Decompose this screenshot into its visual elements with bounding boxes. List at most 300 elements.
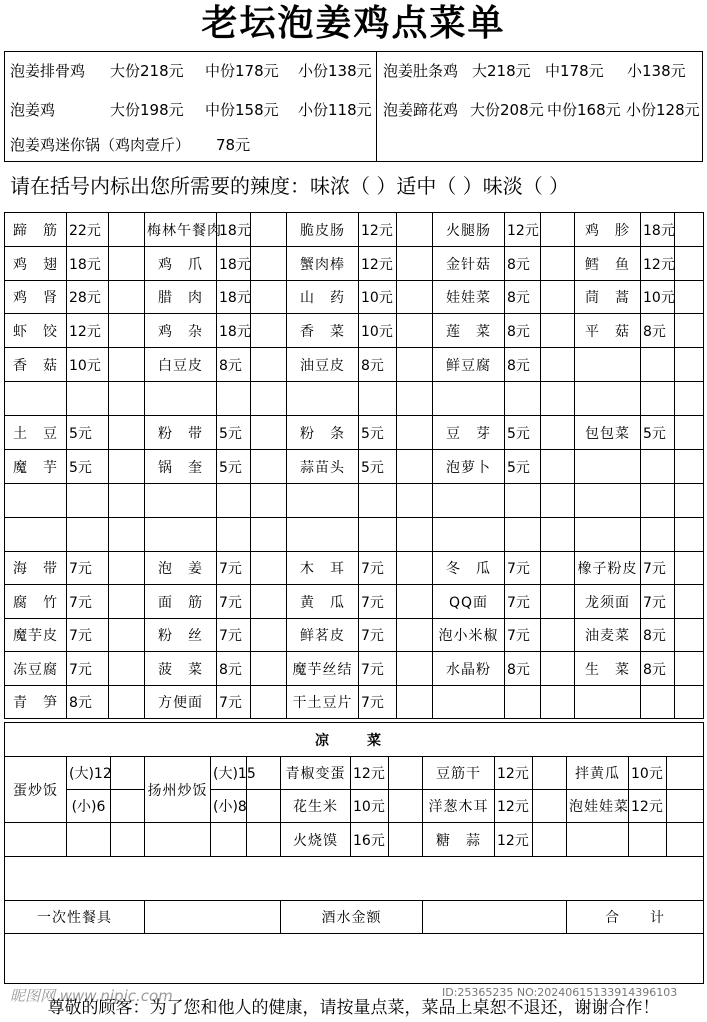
menu-title: 老坛泡姜鸡点菜单 (201, 2, 506, 44)
dish-price (629, 823, 667, 857)
dish-price: 5元 (67, 450, 109, 484)
dish-name: 油豆皮 (287, 348, 359, 382)
dish-price (641, 348, 675, 382)
table-row (5, 552, 704, 585)
order-qty-cell[interactable] (541, 416, 575, 450)
order-qty-cell[interactable] (251, 552, 287, 585)
dish-price (641, 382, 675, 416)
dish-name: 泡 姜 (145, 552, 217, 585)
order-qty-cell[interactable] (251, 484, 287, 518)
dish-price: 8元 (641, 652, 675, 686)
order-qty-cell[interactable] (109, 416, 145, 450)
sig-price-medium: 中份168元 (547, 101, 621, 119)
cold-dish-grid (4, 722, 704, 984)
dish-price (641, 484, 675, 518)
dish-name (433, 484, 505, 518)
order-qty-cell[interactable] (675, 213, 704, 247)
dish-price: 12元 (351, 757, 389, 790)
order-qty-cell[interactable] (109, 686, 145, 719)
order-qty-cell[interactable] (251, 314, 287, 348)
dish-name (5, 518, 67, 552)
order-qty-cell[interactable] (251, 585, 287, 619)
dish-price: 12元 (641, 247, 675, 281)
dish-price (217, 484, 251, 518)
dish-name: 粉 带 (145, 416, 217, 450)
watermark-id: ID:25365235 NO:20240615133914396103 (442, 986, 678, 999)
dish-name: 腊 肉 (145, 281, 217, 314)
dish-price: 10元 (359, 314, 397, 348)
dish-name: 面 筋 (145, 585, 217, 619)
dish-price: 7元 (641, 585, 675, 619)
dish-price: 22元 (67, 213, 109, 247)
signature-divider (376, 51, 377, 162)
sig-name: 泡姜肚条鸡 (383, 62, 459, 80)
dish-price: 12元 (359, 213, 397, 247)
order-qty-cell[interactable] (109, 213, 145, 247)
dish-price: 18元 (217, 247, 251, 281)
dish-name: 鸡 肾 (5, 281, 67, 314)
order-qty-cell[interactable] (111, 823, 145, 857)
dish-price: 12元 (67, 314, 109, 348)
dish-name: 粉 丝 (145, 619, 217, 652)
dish-price (67, 518, 109, 552)
order-qty-cell[interactable] (397, 416, 433, 450)
order-qty-cell[interactable] (389, 757, 423, 790)
table-row (5, 484, 704, 518)
dish-name: 洋葱木耳 (423, 790, 495, 823)
order-qty-cell[interactable] (109, 585, 145, 619)
dish-price (217, 518, 251, 552)
dish-price: 5元 (505, 416, 541, 450)
order-qty-cell[interactable] (251, 518, 287, 552)
order-qty-cell[interactable] (109, 518, 145, 552)
dish-name: 包包菜 (575, 416, 641, 450)
order-qty-cell[interactable] (675, 416, 704, 450)
order-qty-cell[interactable] (533, 823, 567, 857)
table-row (5, 450, 704, 484)
dish-name: 鲜茗皮 (287, 619, 359, 652)
order-qty-cell[interactable] (111, 790, 145, 823)
dish-price: 8元 (505, 652, 541, 686)
dish-name: 木 耳 (287, 552, 359, 585)
order-qty-cell[interactable] (397, 585, 433, 619)
order-qty-cell[interactable] (109, 382, 145, 416)
cold-section-title: 凉 菜 (5, 723, 704, 757)
order-qty-cell[interactable] (111, 757, 145, 790)
table-row (5, 382, 704, 416)
order-qty-cell[interactable] (675, 518, 704, 552)
dish-price (217, 382, 251, 416)
order-qty-cell[interactable] (533, 757, 567, 790)
dish-name: 青 笋 (5, 686, 67, 719)
dish-name (575, 518, 641, 552)
dish-price: 8元 (217, 652, 251, 686)
order-qty-cell[interactable] (397, 484, 433, 518)
dish-name: 海 带 (5, 552, 67, 585)
order-qty-cell[interactable] (251, 450, 287, 484)
dish-price: 8元 (67, 686, 109, 719)
dish-name: 拌黄瓜 (567, 757, 629, 790)
dish-name: 山 药 (287, 281, 359, 314)
fried-rice-large: (大)15 (211, 757, 247, 790)
order-qty-cell[interactable] (251, 382, 287, 416)
order-qty-cell[interactable] (109, 619, 145, 652)
dish-name: 香 菜 (287, 314, 359, 348)
dish-name (433, 382, 505, 416)
order-qty-cell[interactable] (109, 484, 145, 518)
dish-price: 5元 (505, 450, 541, 484)
total-label: 合 计 (567, 901, 704, 934)
sig-name: 泡姜鸡迷你锅（鸡肉壹斤） (10, 136, 191, 154)
order-qty-cell[interactable] (397, 450, 433, 484)
sig-price-small: 小份128元 (626, 101, 700, 119)
dish-price: 18元 (217, 213, 251, 247)
table-row (5, 348, 704, 382)
order-qty-cell[interactable] (667, 823, 704, 857)
dish-name: 青椒变蛋 (281, 757, 351, 790)
dish-price: 12元 (359, 247, 397, 281)
dish-price (505, 382, 541, 416)
order-qty-cell[interactable] (109, 348, 145, 382)
dish-name: 干土豆片 (287, 686, 359, 719)
dish-name: 泡娃娃菜 (567, 790, 629, 823)
dish-name: 水晶粉 (433, 652, 505, 686)
dish-price: 5元 (359, 416, 397, 450)
order-qty-cell[interactable] (675, 552, 704, 585)
dish-price: 12元 (505, 213, 541, 247)
dish-name: 鲜豆腐 (433, 348, 505, 382)
dish-name: 鸡 胗 (575, 213, 641, 247)
order-qty-cell[interactable] (675, 652, 704, 686)
dish-price (505, 686, 541, 719)
dish-price: 8元 (505, 247, 541, 281)
dish-price: 7元 (67, 552, 109, 585)
dish-price (505, 518, 541, 552)
order-qty-cell[interactable] (109, 652, 145, 686)
fried-rice-large: (大)12 (67, 757, 111, 790)
dish-price: 7元 (359, 552, 397, 585)
order-qty-cell[interactable] (541, 348, 575, 382)
dish-name: 泡小米椒 (433, 619, 505, 652)
order-qty-cell[interactable] (109, 552, 145, 585)
sig-price-large: 大218元 (472, 62, 531, 80)
order-qty-cell[interactable] (251, 213, 287, 247)
sig-price-large: 大份198元 (110, 101, 184, 119)
sig-price: 78元 (216, 136, 251, 154)
dish-name: 鳕 鱼 (575, 247, 641, 281)
sig-price-small: 小份118元 (298, 101, 372, 119)
order-qty-cell[interactable] (675, 619, 704, 652)
fried-rice-name: 扬州炒饭 (145, 757, 211, 823)
fried-rice-name: 蛋炒饭 (5, 757, 67, 823)
dish-price: 5元 (67, 416, 109, 450)
table-row (5, 686, 704, 719)
dish-name: 香 菇 (5, 348, 67, 382)
sig-price-medium: 中178元 (545, 62, 604, 80)
order-qty-cell[interactable] (397, 247, 433, 281)
order-qty-cell[interactable] (667, 757, 704, 790)
order-qty-cell[interactable] (397, 382, 433, 416)
dish-price: 7元 (217, 552, 251, 585)
dish-name: 花生米 (281, 790, 351, 823)
order-qty-cell[interactable] (397, 281, 433, 314)
dish-price: 7元 (217, 619, 251, 652)
order-qty-cell[interactable] (541, 314, 575, 348)
table-row (5, 281, 704, 314)
dish-price: 8元 (505, 314, 541, 348)
dish-price: 7元 (217, 585, 251, 619)
order-qty-cell[interactable] (247, 823, 281, 857)
dish-name: 冬 瓜 (433, 552, 505, 585)
sig-name: 泡姜蹄花鸡 (383, 101, 459, 119)
dish-name: 锅 奎 (145, 450, 217, 484)
order-qty-cell[interactable] (541, 213, 575, 247)
dish-name: 蟹肉棒 (287, 247, 359, 281)
dish-name: 豆 芽 (433, 416, 505, 450)
dish-name (145, 484, 217, 518)
dish-name: 火烧馍 (281, 823, 351, 857)
table-row (5, 619, 704, 652)
dish-price (641, 518, 675, 552)
dish-name (287, 382, 359, 416)
order-qty-cell[interactable] (541, 652, 575, 686)
dish-name: 冻豆腐 (5, 652, 67, 686)
dish-price: 10元 (641, 281, 675, 314)
order-qty-cell[interactable] (675, 348, 704, 382)
dish-price: 8元 (359, 348, 397, 382)
dish-name: 白豆皮 (145, 348, 217, 382)
dish-name: 鸡 杂 (145, 314, 217, 348)
dish-price: 10元 (67, 348, 109, 382)
dish-price: 7元 (67, 585, 109, 619)
dish-name: 火腿肠 (433, 213, 505, 247)
order-qty-cell[interactable] (675, 686, 704, 719)
dish-price (359, 484, 397, 518)
dish-name: 鸡 翅 (5, 247, 67, 281)
drinks-amount[interactable] (423, 901, 567, 934)
order-qty-cell[interactable] (675, 247, 704, 281)
order-qty-cell[interactable] (397, 348, 433, 382)
order-qty-cell[interactable] (109, 281, 145, 314)
order-qty-cell[interactable] (397, 652, 433, 686)
dish-price: 18元 (641, 213, 675, 247)
order-qty-cell[interactable] (541, 552, 575, 585)
order-qty-cell[interactable] (667, 790, 704, 823)
dish-price: 5元 (217, 450, 251, 484)
sig-price-medium: 中份158元 (205, 101, 279, 119)
dish-name: 生 菜 (575, 652, 641, 686)
sig-price-large: 大份218元 (110, 62, 184, 80)
order-qty-cell[interactable] (397, 619, 433, 652)
dish-name (145, 382, 217, 416)
dish-name: 土 豆 (5, 416, 67, 450)
dish-price: 7元 (359, 585, 397, 619)
dish-price: 10元 (351, 790, 389, 823)
dish-name (575, 686, 641, 719)
blank-row (5, 857, 704, 901)
order-qty-cell[interactable] (247, 790, 281, 823)
order-qty-cell[interactable] (109, 247, 145, 281)
order-qty-cell[interactable] (541, 247, 575, 281)
drinks-amount-label: 酒水金额 (281, 901, 423, 934)
dish-price: 10元 (629, 757, 667, 790)
dish-name: 菠 菜 (145, 652, 217, 686)
sig-name: 泡姜鸡 (10, 101, 56, 119)
dish-name: 蒜苗头 (287, 450, 359, 484)
order-qty-cell[interactable] (675, 382, 704, 416)
order-qty-cell[interactable] (541, 686, 575, 719)
order-qty-cell[interactable] (251, 281, 287, 314)
spice-level-prompt: 请在括号内标出您所需要的辣度：味浓（ ）适中（ ）味淡（ ） (10, 174, 570, 198)
order-qty-cell[interactable] (109, 314, 145, 348)
dish-price: 16元 (351, 823, 389, 857)
dish-price (359, 382, 397, 416)
dish-price: 7元 (359, 619, 397, 652)
dish-name (433, 518, 505, 552)
dish-name (287, 518, 359, 552)
dish-price: 28元 (67, 281, 109, 314)
dish-price: 5元 (641, 416, 675, 450)
order-qty-cell[interactable] (109, 450, 145, 484)
dish-price: 12元 (495, 823, 533, 857)
order-qty-cell[interactable] (675, 585, 704, 619)
order-qty-cell[interactable] (541, 585, 575, 619)
table-row (5, 213, 704, 247)
order-qty-cell[interactable] (397, 518, 433, 552)
order-qty-cell[interactable] (675, 314, 704, 348)
blank-row (5, 934, 704, 984)
dish-price: 7元 (217, 686, 251, 719)
dish-name: 鸡 爪 (145, 247, 217, 281)
order-qty-cell[interactable] (251, 416, 287, 450)
dish-name (433, 686, 505, 719)
dish-name (575, 382, 641, 416)
order-qty-cell[interactable] (389, 823, 423, 857)
dish-price (641, 450, 675, 484)
order-qty-cell[interactable] (397, 314, 433, 348)
dish-name: 方便面 (145, 686, 217, 719)
order-qty-cell[interactable] (251, 619, 287, 652)
dish-price: 7元 (67, 652, 109, 686)
sig-price-large: 大份208元 (470, 101, 544, 119)
dish-price: 12元 (495, 757, 533, 790)
order-qty-cell[interactable] (251, 247, 287, 281)
dish-price: 10元 (359, 281, 397, 314)
sig-price-medium: 中份178元 (205, 62, 279, 80)
order-qty-cell[interactable] (541, 619, 575, 652)
dish-price: 12元 (629, 790, 667, 823)
dish-name: 魔 芋 (5, 450, 67, 484)
dish-price: 7元 (505, 552, 541, 585)
dish-price: 8元 (505, 348, 541, 382)
footer-notice: 尊敬的顾客：为了您和他人的健康，请按量点菜，菜品上桌恕不退还，谢谢合作！ (47, 998, 660, 1018)
order-qty-cell[interactable] (397, 213, 433, 247)
dish-price (505, 484, 541, 518)
order-qty-cell[interactable] (251, 348, 287, 382)
dish-name: 糖 蒜 (423, 823, 495, 857)
order-qty-cell[interactable] (397, 686, 433, 719)
fried-rice-small: (小)6 (67, 790, 111, 823)
dish-price: 8元 (641, 619, 675, 652)
dish-name (5, 382, 67, 416)
order-qty-cell[interactable] (541, 450, 575, 484)
dish-price: 5元 (359, 450, 397, 484)
table-row (5, 518, 704, 552)
order-qty-cell[interactable] (541, 518, 575, 552)
dish-price: 8元 (505, 281, 541, 314)
table-row (5, 416, 704, 450)
order-qty-cell[interactable] (389, 790, 423, 823)
order-qty-cell[interactable] (675, 450, 704, 484)
watermark-logo: 昵图网 www.nipic.com (10, 987, 173, 1005)
table-row (5, 314, 704, 348)
dish-price: 7元 (359, 652, 397, 686)
order-qty-cell[interactable] (541, 382, 575, 416)
dish-price: 7元 (505, 619, 541, 652)
dish-price: 8元 (217, 348, 251, 382)
order-qty-cell[interactable] (675, 281, 704, 314)
dish-name: 梅林午餐肉 (145, 213, 217, 247)
dish-price: 8元 (641, 314, 675, 348)
fried-rice-small: (小)8 (211, 790, 247, 823)
dish-name (5, 484, 67, 518)
tableware-label: 一次性餐具 (5, 901, 145, 934)
dish-price: 7元 (505, 585, 541, 619)
order-qty-cell[interactable] (675, 484, 704, 518)
order-qty-cell[interactable] (533, 790, 567, 823)
dish-name: 茼 蒿 (575, 281, 641, 314)
dish-name (145, 518, 217, 552)
sig-price-small: 小138元 (627, 62, 686, 80)
dish-name: 平 菇 (575, 314, 641, 348)
dish-name (567, 823, 629, 857)
dish-name (575, 484, 641, 518)
tableware-amount[interactable] (145, 901, 281, 934)
dish-price: 18元 (67, 247, 109, 281)
dish-name: 娃娃菜 (433, 281, 505, 314)
dish-name: 虾 饺 (5, 314, 67, 348)
dish-price: 7元 (67, 619, 109, 652)
order-qty-cell[interactable] (541, 281, 575, 314)
dish-name: 魔芋丝结 (287, 652, 359, 686)
dish-name: 黄 瓜 (287, 585, 359, 619)
dish-name: QQ面 (433, 585, 505, 619)
table-row (5, 247, 704, 281)
dish-price (67, 382, 109, 416)
order-qty-cell[interactable] (541, 484, 575, 518)
dish-name (575, 348, 641, 382)
dish-name: 豆筋干 (423, 757, 495, 790)
dish-price: 18元 (217, 314, 251, 348)
dish-name: 魔芋皮 (5, 619, 67, 652)
dish-price: 7元 (359, 686, 397, 719)
order-qty-cell[interactable] (251, 686, 287, 719)
order-qty-cell[interactable] (251, 652, 287, 686)
sig-name: 泡姜排骨鸡 (10, 62, 86, 80)
dish-name: 橡子粉皮 (575, 552, 641, 585)
dish-price (67, 484, 109, 518)
dish-name: 粉 条 (287, 416, 359, 450)
dish-name: 泡萝卜 (433, 450, 505, 484)
dish-name (575, 450, 641, 484)
dish-price: 12元 (495, 790, 533, 823)
table-row (5, 652, 704, 686)
order-qty-cell[interactable] (397, 552, 433, 585)
dish-name: 金针菇 (433, 247, 505, 281)
dish-price: 5元 (217, 416, 251, 450)
dish-name: 莲 菜 (433, 314, 505, 348)
dish-price (359, 518, 397, 552)
